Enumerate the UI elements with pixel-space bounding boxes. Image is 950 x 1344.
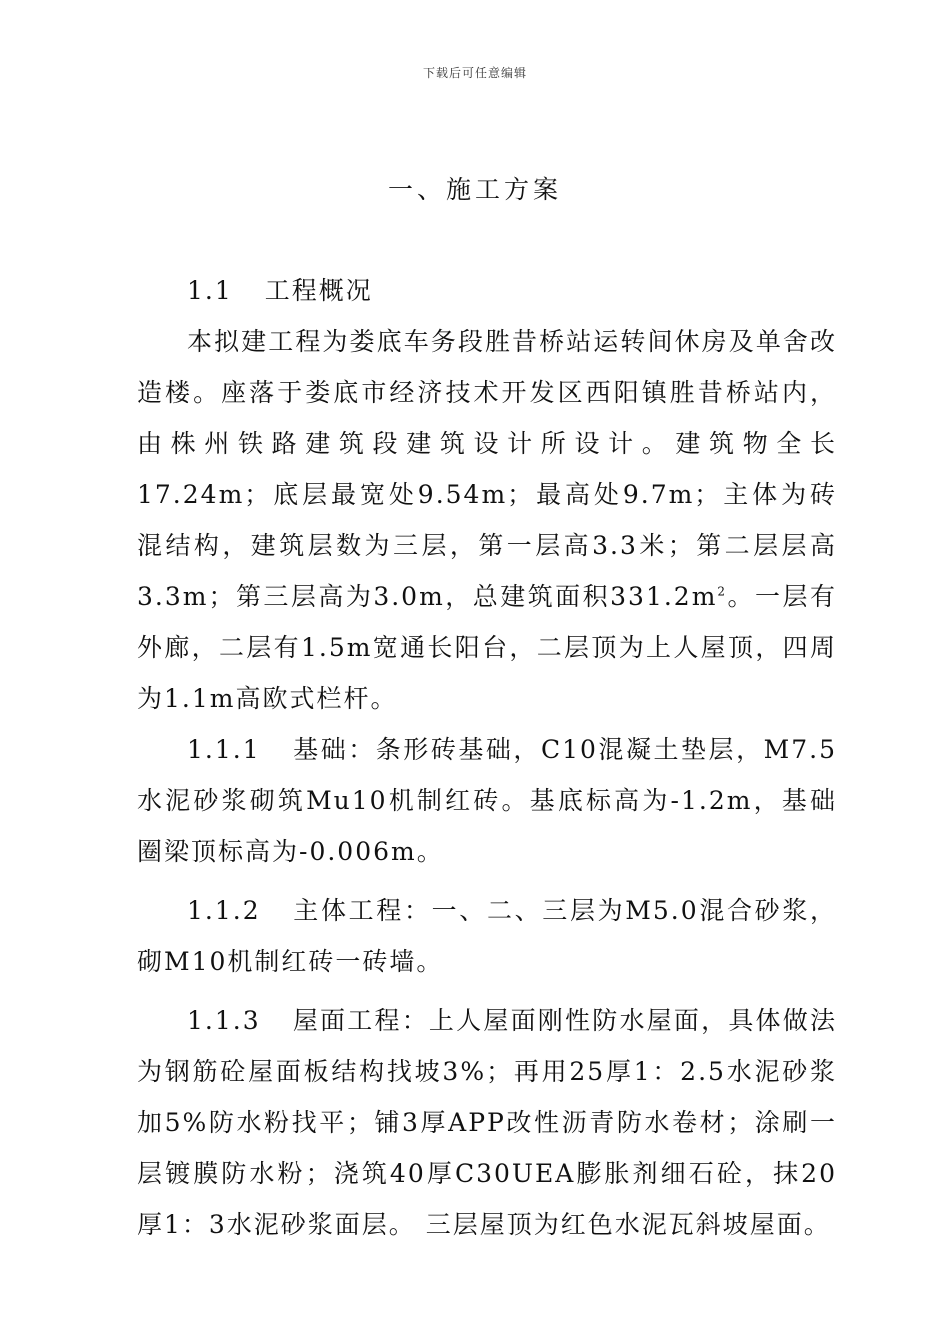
- item-text: 主体工程：一、二、三层为M5.0混合砂浆，砌M10机制红砖一砖墙。: [137, 896, 837, 976]
- overview-text-part2: 。一层有外廊，二层有1.5m宽通长阳台，二层顶为上人屋顶，四周为1.1m高欧式栏杆。: [137, 582, 837, 713]
- section-heading: [137, 265, 837, 316]
- overview-paragraph: [137, 316, 837, 724]
- item-roof: [137, 995, 837, 1250]
- item-number: 1.1.3: [187, 1006, 261, 1035]
- item-text: 屋面工程：上人屋面刚性防水屋面，具体做法为钢筋砼屋面板结构找坡3%；再用25厚1：2.5水泥砂浆加5%防水粉找平；铺3厚APP改性沥青防水卷材；涂刷一层镀膜防水粉；浇筑40厚C30UEA膨胀剂细石砼，抹20厚1：3水泥砂浆面层。 三层屋顶为红色水泥瓦斜坡屋面。: [137, 1006, 837, 1239]
- superscript-2: 2: [717, 584, 728, 599]
- header-note: 下载后可任意编辑: [422, 66, 527, 80]
- document-body: [137, 265, 837, 1250]
- item-text: 基础：条形砖基础，C10混凝土垫层，M7.5水泥砂浆砌筑Mu10机制红砖。基底标高为-1.2m，基础圈梁顶标高为-0.006m。: [137, 735, 837, 866]
- item-main-structure: [137, 885, 837, 987]
- section-number: 1.1: [187, 276, 233, 305]
- item-number: 1.1.2: [187, 896, 261, 925]
- item-number: 1.1.1: [187, 735, 261, 764]
- overview-text-part1: 本拟建工程为娄底车务段胜昔桥站运转间休房及单舍改造楼。座落于娄底市经济技术开发区西阳镇胜昔桥站内，由株州铁路建筑段建筑设计所设计。建筑物全长17.24m；底层最宽处9.54m；最高处9.7m；主体为砖混结构，建筑层数为三层，第一层高3.3米；第二层层高3.3m；第三层高为3.0m，总建筑面积331.2m: [137, 327, 837, 611]
- document-title: 一、施工方案: [387, 175, 562, 204]
- section-heading-text: 工程概况: [264, 276, 373, 305]
- item-foundation: [137, 724, 837, 877]
